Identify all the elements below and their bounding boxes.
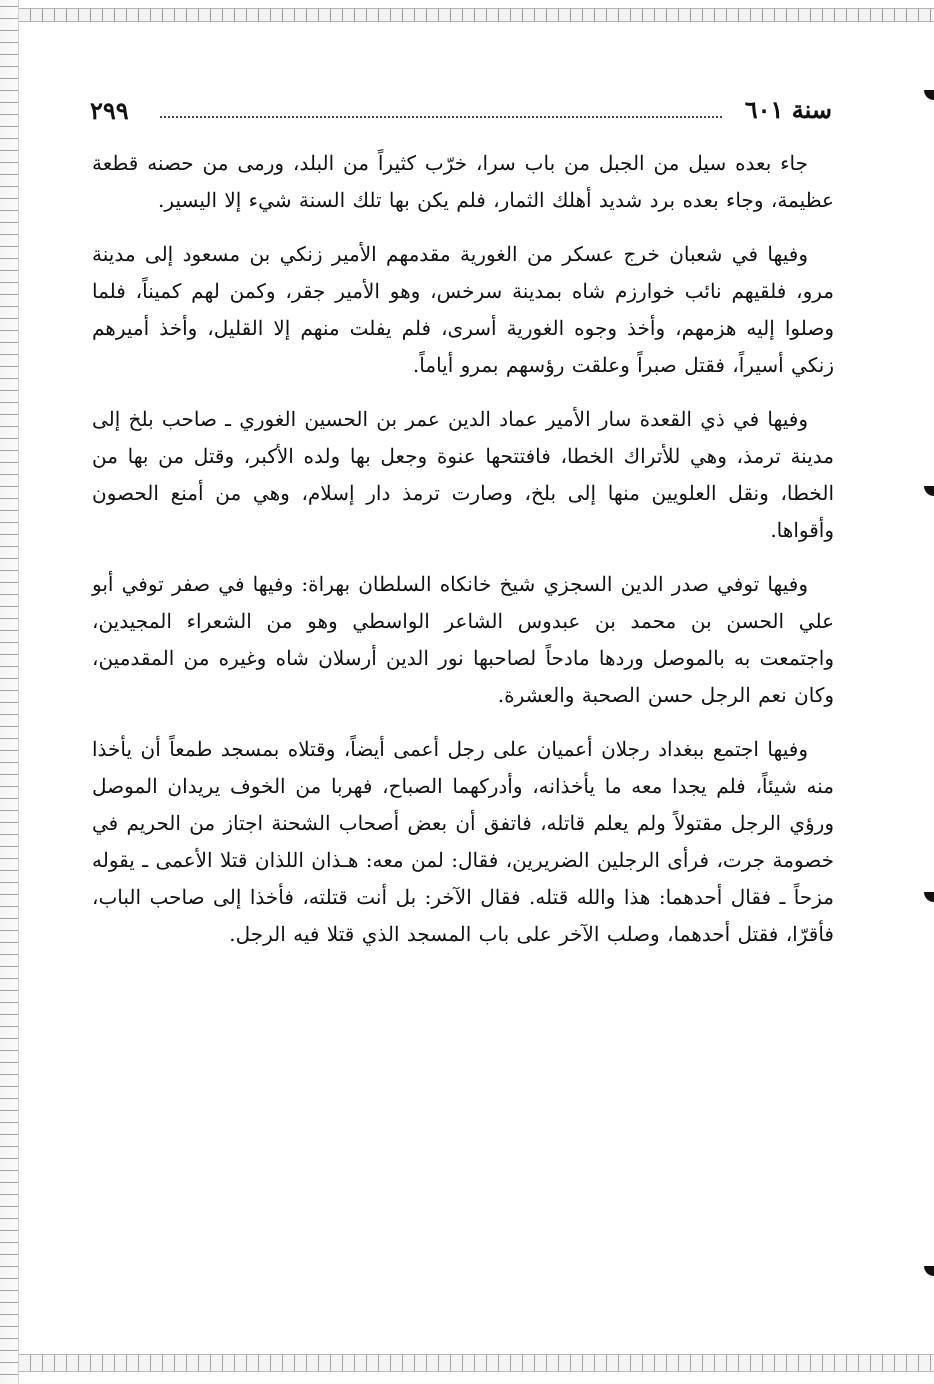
- paragraph-4: وفيها توفي صدر الدين السجزي شيخ خانكاه السلطان بهراة: وفيها في صفر توفي أبو علي الحسن بن محمد بن عبدوس الشاعر الواسطي وهو من الشعراء المجيدين، واجتمعت به بالموصل وردها مادحاً لصاحبها نور الدين أرسلان شاه وغيره من المقدمين، وكان نعم الرجل حسن الصحبة والعشرة.: [92, 572, 834, 707]
- paragraph-5: وفيها اجتمع ببغداد رجلان أعميان على رجل أعمى أيضاً، وقتلاه بمسجد طمعاً أن يأخذا منه شيئاً، فلم يجدا معه ما يأخذانه، وأدركهما الصباح، فهربا من الخوف يريدان الموصل ورؤي الرجل مقتولاً ولم يعلم قاتله، فاتفق أن بعض أصحاب الشحنة اجتاز من الحريم في خصومة جرت، فرأى الرجلين الضريرين، فقال: لمن معه: هـذان اللذان قتلا الأعمى ـ يقوله مزحاً ـ فقال أحدهما: هذا والله قتله. فقال الآخر: بل أنت قتلته، فأخذا إلى صاحب الباب، فأقرّا، فقتل أحدهما، وصلب الآخر على باب المسجد الذي قتلا فيه الرجل.: [92, 737, 835, 946]
- year-label: سنة ٦٠١: [744, 95, 832, 124]
- right-edge-mark: [924, 1266, 934, 1276]
- right-edge-mark: [924, 892, 934, 902]
- paragraph-1: جاء بعده سيل من الجبل من باب سرا، خرّب كثيراً من البلد، ورمى من حصنه قطعة عظيمة، وجاء بعده برد شديد أهلك الثمار، فلم يكن بها تلك السنة شيء إلا اليسير.: [92, 151, 834, 212]
- page-number: ٢٩٩: [90, 96, 129, 125]
- paragraph-3: وفيها في ذي القعدة سار الأمير عماد الدين عمر بن الحسين الغوري ـ صاحب بلخ إلى مدينة ترمذ، وهي للأتراك الخطا، فافتتحها عنوة وجعل بها ولده الأكبر، وقتل من بها من الخطا، ونقل العلويين منها إلى بلخ، وصارت ترمذ دار إسلام، وهي من أمنع الحصون وأقواها.: [92, 407, 834, 542]
- header-dotted-rule: [160, 116, 722, 118]
- right-edge-mark: [924, 486, 934, 496]
- bottom-border-ornament: [0, 1348, 934, 1384]
- right-edge-mark: [924, 90, 934, 100]
- top-border-ornament: [0, 0, 934, 34]
- page-header: [90, 95, 832, 129]
- paragraph-2: وفيها في شعبان خرج عسكر من الغورية مقدمهم الأمير زنكي بن مسعود إلى مدينة مرو، فلقيهم نائب خوارزم شاه بمدينة سرخس، وهو الأمير جقر، وكمن لهم كميناً، فلما وصلوا إليه هزمهم، وأخذ وجوه الغورية أسرى، فلم يفلت منهم إلا القليل، وأخذ أميرهم زنكي أسيراً، فقتل صبراً وعلقت رؤسهم بمرو أياماً.: [92, 242, 834, 377]
- left-border-ornament: [0, 0, 19, 1384]
- page-body: [92, 145, 834, 970]
